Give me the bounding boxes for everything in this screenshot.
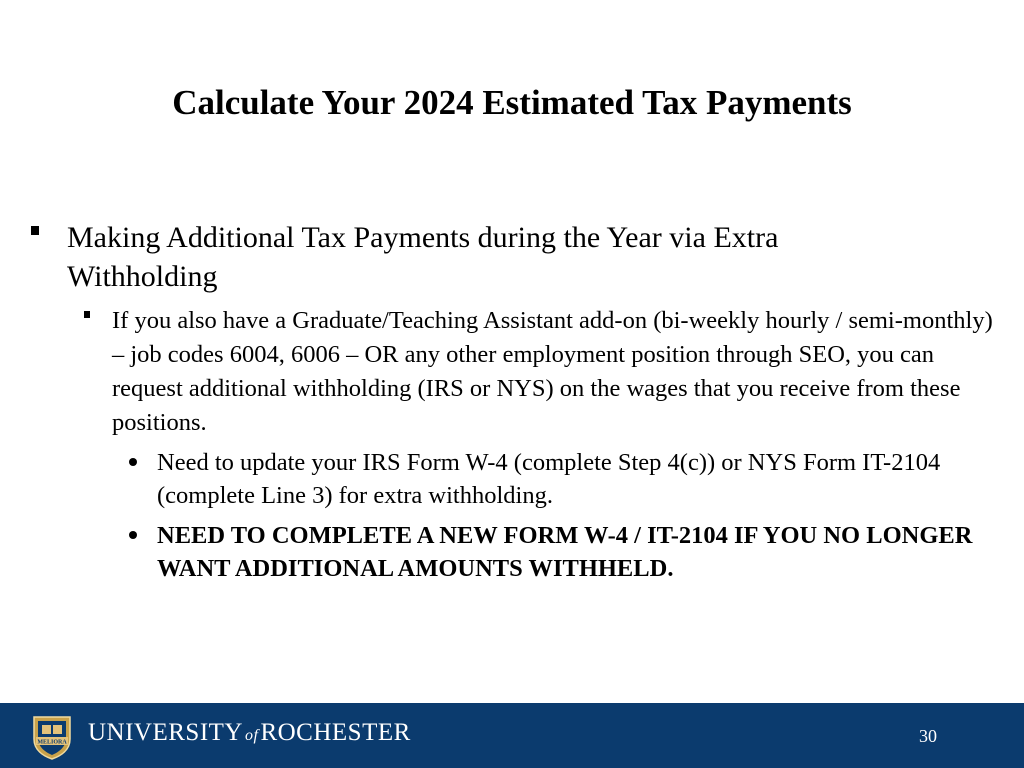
round-bullet-icon [129,458,137,466]
slide-title: Calculate Your 2024 Estimated Tax Payments [172,83,852,122]
seal-motto: MELIORA [37,739,67,746]
wordmark-of: of [245,727,259,744]
bullet-level2: If you also have a Graduate/Teaching Assistant add-on (bi-weekly hourly / semi-monthly) – job codes 6004, 6006 – OR any other employment position through SEO, you can request additional withholding (IRS or NYS) on the wages that you receive from these positions. [112,307,993,436]
university-wordmark [88,718,411,751]
bullet-level3-new-form-warning: NEED TO COMPLETE A NEW FORM W-4 / IT-2104 IF YOU NO LONGER WANT ADDITIONAL AMOUNTS WITHHELD. [157,522,973,582]
page-number: 30 [919,726,937,746]
square-bullet-icon [84,311,90,318]
university-seal-icon [28,713,76,761]
footer-bar [0,703,1024,768]
square-bullet-icon [31,226,39,235]
round-bullet-icon [129,531,137,539]
bullet-level1: Making Additional Tax Payments during the Year via Extra Withholding [67,221,779,293]
bullet-level3-update-forms: Need to update your IRS Form W-4 (complete Step 4(c)) or NYS Form IT-2104 (complete Line 3) for extra withholding. [157,449,941,509]
wordmark-left: UNIVERSITY [88,719,243,746]
wordmark-right: ROCHESTER [260,719,411,746]
